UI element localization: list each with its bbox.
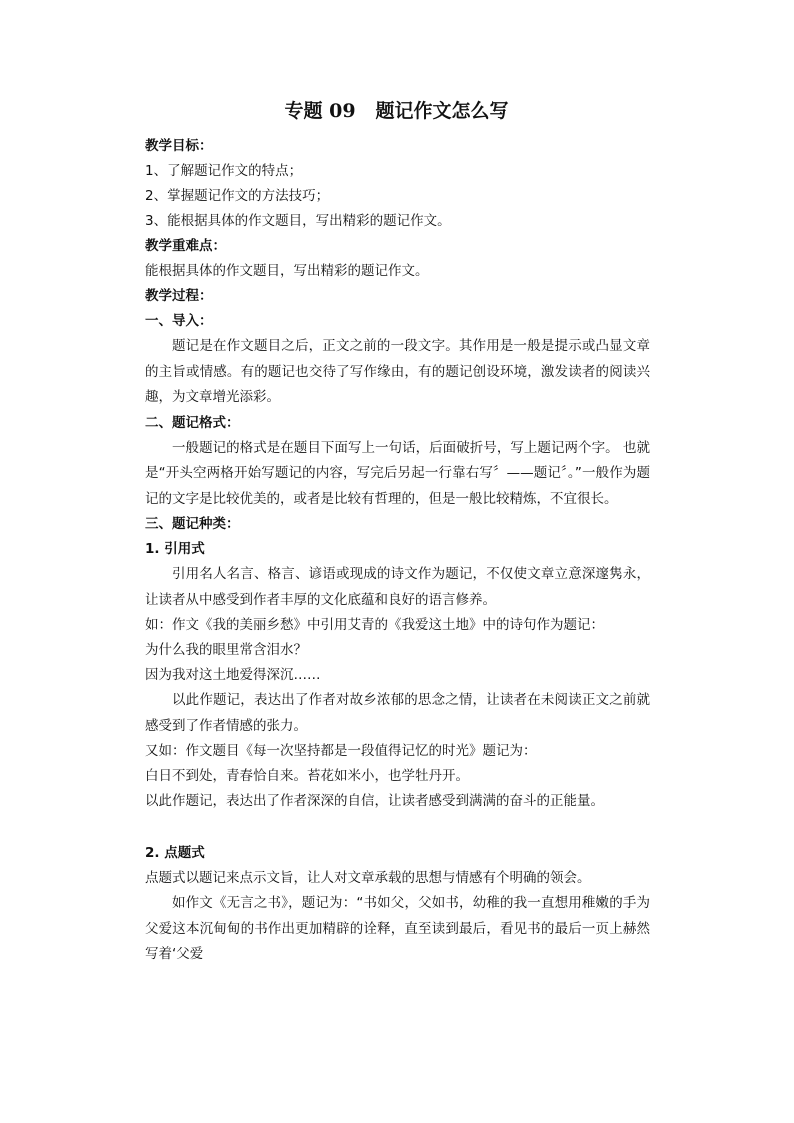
quote-example2-line: 白日不到处，青春恰自来。苔花如米小，也学牡丹开。 bbox=[145, 768, 469, 784]
process-heading: 教学过程： bbox=[145, 288, 213, 304]
objective-item-1: 1、了解题记作文的特点； bbox=[145, 163, 303, 179]
intro-paragraph: 题记是在作文题目之后，正文之前的一段文字。其作用是一般是提示或凸显文章的主旨或情感。有的题记也交待了写作缘由，有的题记创设环境，激发读者的阅读兴趣，为文章增光添彩。 bbox=[145, 338, 650, 405]
quote-example1-line2: 因为我对这土地爱得深沉…… bbox=[145, 667, 321, 683]
quote-example2-intro: 又如：作文题目《每一次坚持都是一段值得记忆的时光》题记为： bbox=[145, 743, 537, 759]
point-type-description: 点题式以题记来点示文旨，让人对文章承载的思想与情感有个明确的领会。 bbox=[145, 870, 591, 886]
types-heading: 三、题记种类： bbox=[145, 516, 240, 532]
quote-example1-comment: 以此作题记，表达出了作者对故乡浓郁的思念之情，让读者在未阅读正文之前就感受到了作者情感的张力。 bbox=[145, 692, 650, 734]
quote-type-description: 引用名人名言、格言、谚语或现成的诗文作为题记，不仅使文章立意深邃隽永，让读者从中感受到作者丰厚的文化底蕴和良好的语言修养。 bbox=[145, 566, 650, 608]
format-paragraph: 一般题记的格式是在题目下面写上一句话，后面破折号，写上题记两个字。 也就是“开头空两格开始写题记的内容，写完后另起一行靠右写〞——题记〞。”一般作为题记的文字是比较优美的，或者是比较有哲理的，但是一般比较精炼，不宜很长。 bbox=[145, 439, 650, 507]
intro-heading: 一、导入： bbox=[145, 313, 213, 329]
quote-example2-comment: 以此作题记，表达出了作者深深的自信，让读者感受到满满的奋斗的正能量。 bbox=[145, 793, 604, 809]
objective-item-3: 3、能根据具体的作文题目，写出精彩的题记作文。 bbox=[145, 213, 451, 229]
key-points-heading: 教学重难点： bbox=[145, 238, 226, 254]
page-title: 专题 09 题记作文怎么写 bbox=[284, 100, 509, 122]
quote-example1-intro: 如：作文《我的美丽乡愁》中引用艾青的《我爱这土地》中的诗句作为题记： bbox=[145, 617, 604, 633]
objective-item-2: 2、掌握题记作文的方法技巧； bbox=[145, 188, 330, 204]
quote-type-heading: 1. 引用式 bbox=[145, 541, 205, 557]
quote-example1-line1: 为什么我的眼里常含泪水？ bbox=[145, 642, 307, 658]
objectives-heading: 教学目标： bbox=[145, 138, 213, 154]
section-spacer bbox=[145, 814, 650, 841]
point-type-example: 如作文《无言之书》，题记为：“书如父，父如书，幼稚的我一直想用稚嫩的手为父爱这本沉甸甸的书作出更加精辟的诠释，直至读到最后，看见书的最后一页上赫然写着‘父爱 bbox=[145, 895, 650, 962]
key-points-text: 能根据具体的作文题目，写出精彩的题记作文。 bbox=[145, 263, 429, 279]
point-type-heading: 2. 点题式 bbox=[145, 845, 205, 861]
document-content bbox=[145, 96, 650, 968]
format-heading: 二、题记格式： bbox=[145, 414, 240, 431]
